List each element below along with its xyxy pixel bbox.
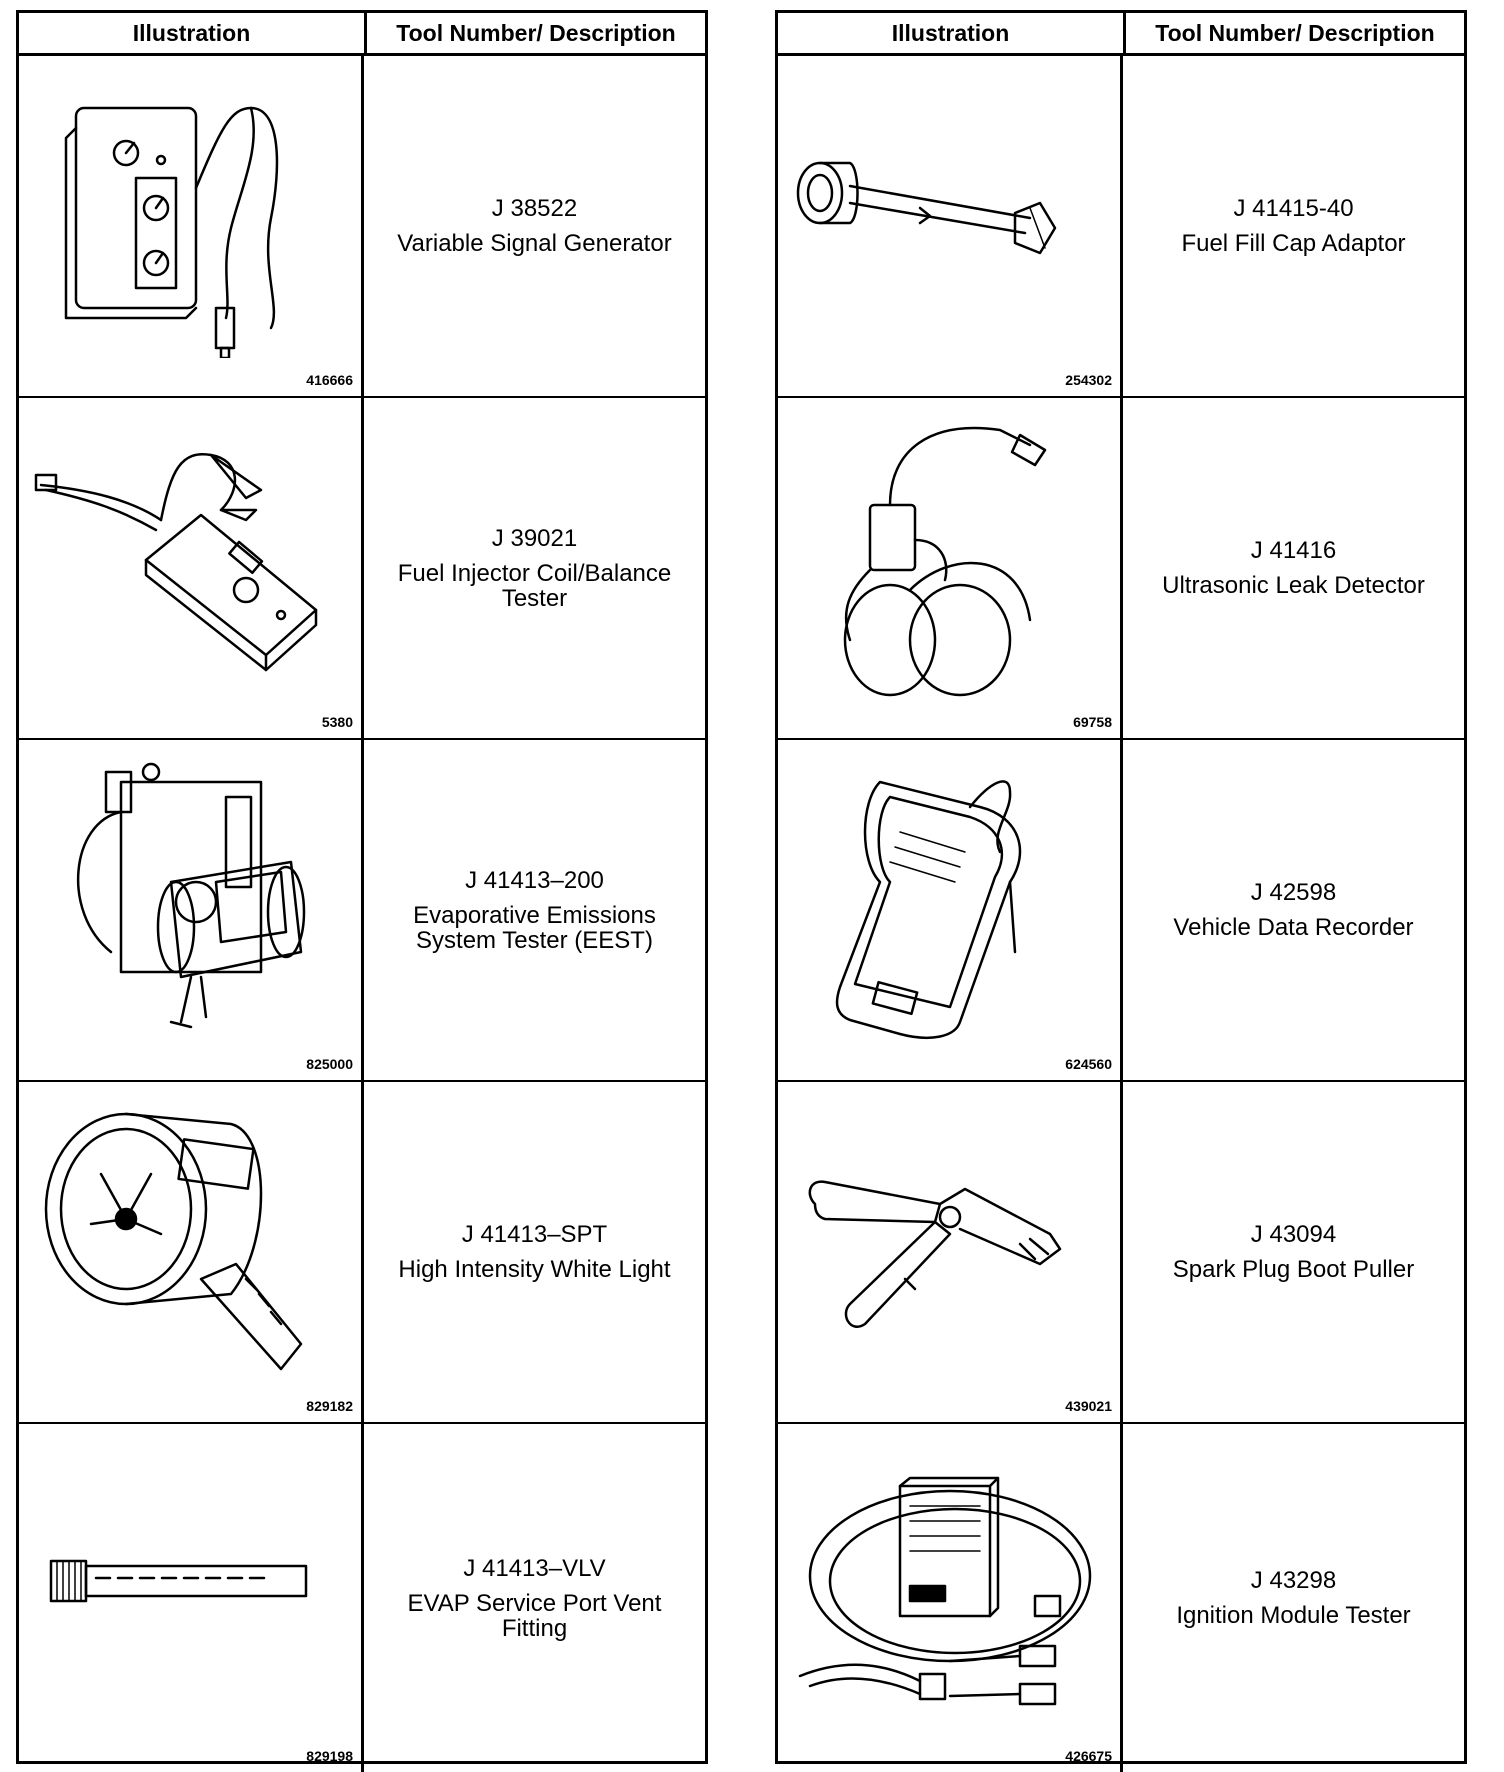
emissions-tester-icon xyxy=(31,752,351,1042)
tool-description: High Intensity White Light xyxy=(398,1256,671,1283)
tool-description-cell xyxy=(1123,1424,1464,1772)
tool-number: J 43094 xyxy=(1250,1221,1337,1248)
tool-number: J 43298 xyxy=(1250,1567,1337,1594)
tool-description-cell xyxy=(1123,1082,1464,1422)
table-row xyxy=(19,56,705,398)
figure-number: 829182 xyxy=(306,1398,353,1414)
illustration-cell xyxy=(778,56,1123,396)
tool-table-left xyxy=(16,10,708,1764)
white-light-icon xyxy=(31,1094,351,1384)
figure-number: 829198 xyxy=(306,1748,353,1764)
table-row xyxy=(19,1082,705,1424)
tool-number: J 41413–200 xyxy=(465,866,604,894)
tool-description: EVAP Service Port Vent Fitting xyxy=(407,1589,662,1642)
tool-description: Vehicle Data Recorder xyxy=(1173,914,1414,941)
tool-number: J 41415-40 xyxy=(1233,195,1354,222)
table-row xyxy=(19,740,705,1082)
illustration-cell xyxy=(19,398,364,738)
tool-description: Spark Plug Boot Puller xyxy=(1172,1256,1415,1283)
illustration-cell xyxy=(778,1082,1123,1422)
illustration-cell xyxy=(19,1082,364,1422)
tool-number: J 41413–SPT xyxy=(461,1221,608,1248)
table-row xyxy=(19,1424,705,1772)
header-illustration: Illustration xyxy=(19,13,367,53)
tool-description: Fuel Injector Coil/Balance Tester xyxy=(397,559,672,612)
boot-puller-icon xyxy=(790,1094,1110,1384)
table-row xyxy=(778,398,1464,740)
figure-number: 5380 xyxy=(321,714,353,730)
cap-adaptor-icon xyxy=(790,68,1110,358)
figure-number: 624560 xyxy=(1065,1056,1112,1072)
illustration-cell xyxy=(778,740,1123,1080)
data-recorder-icon xyxy=(790,752,1110,1042)
illustration-cell xyxy=(19,740,364,1080)
tool-description: Ultrasonic Leak Detector xyxy=(1162,572,1425,599)
tool-description-cell xyxy=(364,1082,705,1422)
header-tool-description: Tool Number/ Description xyxy=(396,19,676,46)
tool-number: J 41416 xyxy=(1250,537,1337,564)
table-header xyxy=(19,13,705,56)
tool-description-cell xyxy=(1123,56,1464,396)
tool-description: Evaporative Emissions System Tester (EEST) xyxy=(413,901,656,954)
tool-number: J 39021 xyxy=(491,524,578,552)
table-row xyxy=(19,398,705,740)
tool-description-cell xyxy=(364,56,705,396)
header-tool-description: Tool Number/ Description xyxy=(1155,19,1435,46)
tool-description: Fuel Fill Cap Adaptor xyxy=(1181,230,1406,257)
illustration-cell xyxy=(778,398,1123,738)
figure-number: 416666 xyxy=(306,372,353,388)
tool-table-right xyxy=(775,10,1467,1764)
tool-description-cell xyxy=(364,1424,705,1772)
tool-description: Variable Signal Generator xyxy=(397,230,672,257)
table-row xyxy=(778,740,1464,1082)
figure-number: 825000 xyxy=(306,1056,353,1072)
table-row xyxy=(778,1082,1464,1424)
tool-description: Ignition Module Tester xyxy=(1176,1602,1411,1629)
tool-description-cell xyxy=(364,740,705,1080)
illustration-cell xyxy=(778,1424,1123,1772)
tool-number: J 42598 xyxy=(1250,879,1337,906)
figure-number: 426675 xyxy=(1065,1748,1112,1764)
figure-number: 69758 xyxy=(1073,714,1112,730)
injector-tester-icon xyxy=(31,410,351,700)
vent-fitting-icon xyxy=(31,1436,351,1726)
tool-description-cell xyxy=(1123,740,1464,1080)
figure-number: 439021 xyxy=(1065,1398,1112,1414)
illustration-cell xyxy=(19,56,364,396)
signal-generator-icon xyxy=(31,68,351,358)
illustration-cell xyxy=(19,1424,364,1772)
header-illustration: Illustration xyxy=(778,13,1126,53)
leak-detector-icon xyxy=(790,410,1110,700)
table-header xyxy=(778,13,1464,56)
tool-description-cell xyxy=(364,398,705,738)
figure-number: 254302 xyxy=(1065,372,1112,388)
tool-description-cell xyxy=(1123,398,1464,738)
table-row xyxy=(778,56,1464,398)
table-row xyxy=(778,1424,1464,1772)
tool-number: J 41413–VLV xyxy=(463,1554,606,1582)
tool-number: J 38522 xyxy=(491,195,578,222)
module-tester-icon xyxy=(790,1436,1110,1726)
